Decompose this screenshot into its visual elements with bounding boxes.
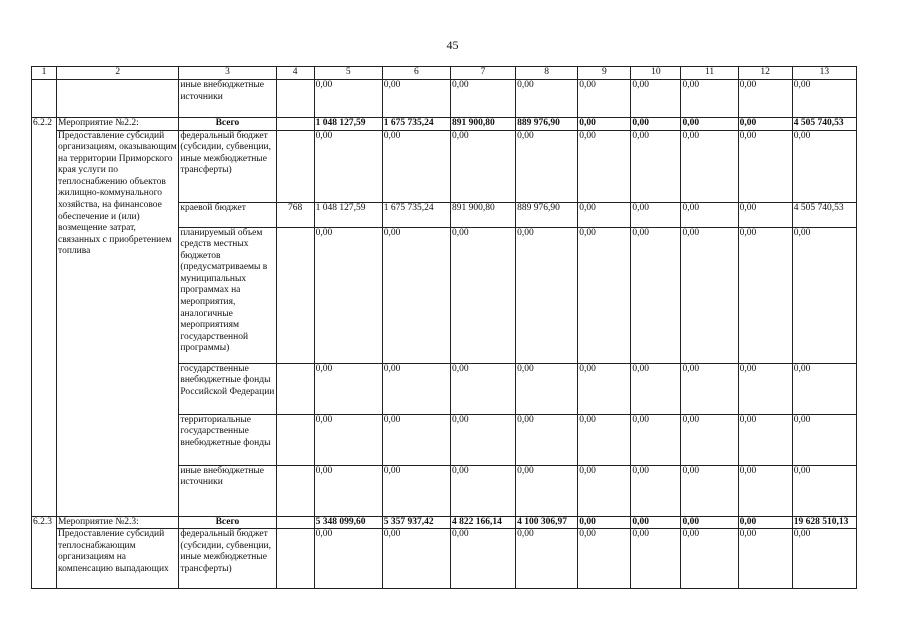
table-row: [32, 130, 857, 202]
value-cell: 891 900,80: [450, 202, 515, 227]
value-cell: 0,00: [382, 363, 450, 414]
table-body: [32, 67, 857, 589]
total-value-cell: 0,00: [631, 118, 681, 131]
budget-code-cell: [276, 118, 314, 131]
value-cell: 0,00: [738, 465, 792, 516]
value-cell: 0,00: [516, 363, 578, 414]
total-value-cell: 4 100 306,97: [516, 516, 578, 529]
value-cell: 0,00: [450, 130, 515, 202]
column-header-7: 7: [450, 67, 515, 80]
measure-title-cell: Мероприятие №2.3:: [57, 516, 179, 529]
total-label-cell: Всего: [179, 516, 276, 529]
total-value-cell: 1 048 127,59: [314, 118, 382, 131]
page-number: 45: [446, 38, 459, 52]
column-header-4: 4: [276, 67, 314, 80]
funding-source-cell: федеральный бюджет (субсидии, субвенции, иные межбюджетные трансферты): [179, 529, 276, 589]
funding-source-cell: иные внебюджетные источники: [179, 80, 276, 118]
value-cell: 0,00: [382, 130, 450, 202]
measure-title-cell: Мероприятие №2.2:: [57, 118, 179, 131]
value-cell: 0,00: [792, 465, 856, 516]
value-cell: 0,00: [578, 465, 631, 516]
value-cell: 0,00: [631, 227, 681, 363]
value-cell: 0,00: [578, 80, 631, 118]
column-header-11: 11: [681, 67, 738, 80]
value-cell: 1 675 735,24: [382, 202, 450, 227]
value-cell: 0,00: [631, 202, 681, 227]
column-header-12: 12: [738, 67, 792, 80]
total-value-cell: 0,00: [738, 118, 792, 131]
total-value-cell: 1 675 735,24: [382, 118, 450, 131]
value-cell: 0,00: [578, 414, 631, 465]
measure-description-cell: Предоставление субсидий теплоснабжающим организациям на компенсацию выпадающих: [57, 529, 179, 589]
value-cell: 0,00: [738, 202, 792, 227]
total-value-cell: 0,00: [681, 516, 738, 529]
value-cell: 0,00: [738, 414, 792, 465]
value-cell: 0,00: [382, 414, 450, 465]
value-cell: 0,00: [738, 529, 792, 589]
value-cell: 0,00: [631, 130, 681, 202]
value-cell: 0,00: [681, 202, 738, 227]
column-header-10: 10: [631, 67, 681, 80]
total-value-cell: 4 822 166,14: [450, 516, 515, 529]
budget-code-cell: [276, 516, 314, 529]
total-label-cell: Всего: [179, 118, 276, 131]
value-cell: 889 976,90: [516, 202, 578, 227]
total-value-cell: 891 900,80: [450, 118, 515, 131]
budget-code-cell: [276, 363, 314, 414]
table-row: [32, 529, 857, 589]
value-cell: 0,00: [792, 529, 856, 589]
value-cell: 0,00: [631, 80, 681, 118]
value-cell: 0,00: [792, 363, 856, 414]
value-cell: 0,00: [681, 227, 738, 363]
value-cell: 0,00: [631, 529, 681, 589]
value-cell: 0,00: [382, 529, 450, 589]
column-header-9: 9: [578, 67, 631, 80]
table-row: [32, 516, 857, 529]
value-cell: 0,00: [450, 465, 515, 516]
value-cell: 0,00: [450, 414, 515, 465]
code-cell: [32, 80, 57, 118]
value-cell: 0,00: [681, 130, 738, 202]
budget-code-cell: [276, 529, 314, 589]
column-header-row: [32, 67, 857, 80]
value-cell: 0,00: [382, 80, 450, 118]
value-cell: 0,00: [450, 80, 515, 118]
value-cell: 0,00: [382, 465, 450, 516]
value-cell: 0,00: [792, 227, 856, 363]
funding-source-cell: государственные внебюджетные фонды Российской Федерации: [179, 363, 276, 414]
funding-source-cell: иные внебюджетные источники: [179, 465, 276, 516]
value-cell: 0,00: [516, 465, 578, 516]
column-header-1: 1: [32, 67, 57, 80]
total-value-cell: 0,00: [631, 516, 681, 529]
value-cell: 0,00: [792, 130, 856, 202]
value-cell: 1 048 127,59: [314, 202, 382, 227]
total-value-cell: 0,00: [738, 516, 792, 529]
column-header-8: 8: [516, 67, 578, 80]
budget-code-cell: [276, 227, 314, 363]
value-cell: 0,00: [792, 80, 856, 118]
value-cell: 0,00: [516, 414, 578, 465]
value-cell: 0,00: [681, 529, 738, 589]
column-header-2: 2: [57, 67, 179, 80]
column-header-13: 13: [792, 67, 856, 80]
value-cell: 0,00: [382, 227, 450, 363]
value-cell: 0,00: [578, 202, 631, 227]
total-value-cell: 0,00: [578, 516, 631, 529]
measure-code-cell: 6.2.3: [32, 516, 57, 589]
total-value-cell: 4 505 740,53: [792, 118, 856, 131]
column-header-3: 3: [179, 67, 276, 80]
budget-code-cell: [276, 414, 314, 465]
budget-table: [31, 66, 857, 589]
value-cell: 0,00: [631, 363, 681, 414]
column-header-5: 5: [314, 67, 382, 80]
value-cell: 0,00: [631, 465, 681, 516]
column-header-6: 6: [382, 67, 450, 80]
value-cell: 0,00: [314, 130, 382, 202]
value-cell: 0,00: [450, 363, 515, 414]
table-row: [32, 118, 857, 131]
value-cell: 0,00: [314, 465, 382, 516]
value-cell: 0,00: [314, 227, 382, 363]
measure-description-cell: Предоставление субсидий организациям, оказывающим на территории Приморского края услуги по теплоснабжению объектов жилищно-коммунального хозяйства, на финансовое обеспечение и (или) возмещение затрат, связанных с приобретением топлива: [57, 130, 179, 516]
value-cell: 0,00: [450, 227, 515, 363]
value-cell: 0,00: [578, 227, 631, 363]
total-value-cell: 0,00: [681, 118, 738, 131]
value-cell: 0,00: [681, 80, 738, 118]
table-row: [32, 80, 857, 118]
value-cell: 0,00: [738, 130, 792, 202]
description-cell: [57, 80, 179, 118]
total-value-cell: 0,00: [578, 118, 631, 131]
value-cell: 0,00: [516, 529, 578, 589]
funding-source-cell: федеральный бюджет (субсидии, субвенции, иные межбюджетные трансферты): [179, 130, 276, 202]
budget-code-cell: [276, 465, 314, 516]
value-cell: 0,00: [516, 130, 578, 202]
value-cell: 0,00: [681, 465, 738, 516]
total-value-cell: 5 348 099,60: [314, 516, 382, 529]
value-cell: 0,00: [738, 363, 792, 414]
value-cell: 4 505 740,53: [792, 202, 856, 227]
value-cell: 0,00: [516, 80, 578, 118]
value-cell: 0,00: [631, 414, 681, 465]
budget-code-cell: [276, 130, 314, 202]
funding-source-cell: планируемый объем средств местных бюджетов (предусматриваемы в муниципальных программах на мероприятия, аналогичные мероприятиям государственной программы): [179, 227, 276, 363]
value-cell: 0,00: [578, 529, 631, 589]
value-cell: 0,00: [516, 227, 578, 363]
budget-code-cell: [276, 80, 314, 118]
value-cell: 0,00: [738, 227, 792, 363]
value-cell: 0,00: [314, 80, 382, 118]
measure-code-cell: 6.2.2: [32, 118, 57, 517]
value-cell: 0,00: [314, 363, 382, 414]
value-cell: 0,00: [578, 130, 631, 202]
value-cell: 0,00: [450, 529, 515, 589]
funding-source-cell: территориальные государственные внебюджетные фонды: [179, 414, 276, 465]
value-cell: 0,00: [681, 414, 738, 465]
value-cell: 0,00: [314, 529, 382, 589]
value-cell: 0,00: [792, 414, 856, 465]
total-value-cell: 19 628 510,13: [792, 516, 856, 529]
value-cell: 0,00: [681, 363, 738, 414]
total-value-cell: 5 357 937,42: [382, 516, 450, 529]
value-cell: 0,00: [578, 363, 631, 414]
value-cell: 0,00: [314, 414, 382, 465]
value-cell: 0,00: [738, 80, 792, 118]
funding-source-cell: краевой бюджет: [179, 202, 276, 227]
budget-code-cell: 768: [276, 202, 314, 227]
total-value-cell: 889 976,90: [516, 118, 578, 131]
